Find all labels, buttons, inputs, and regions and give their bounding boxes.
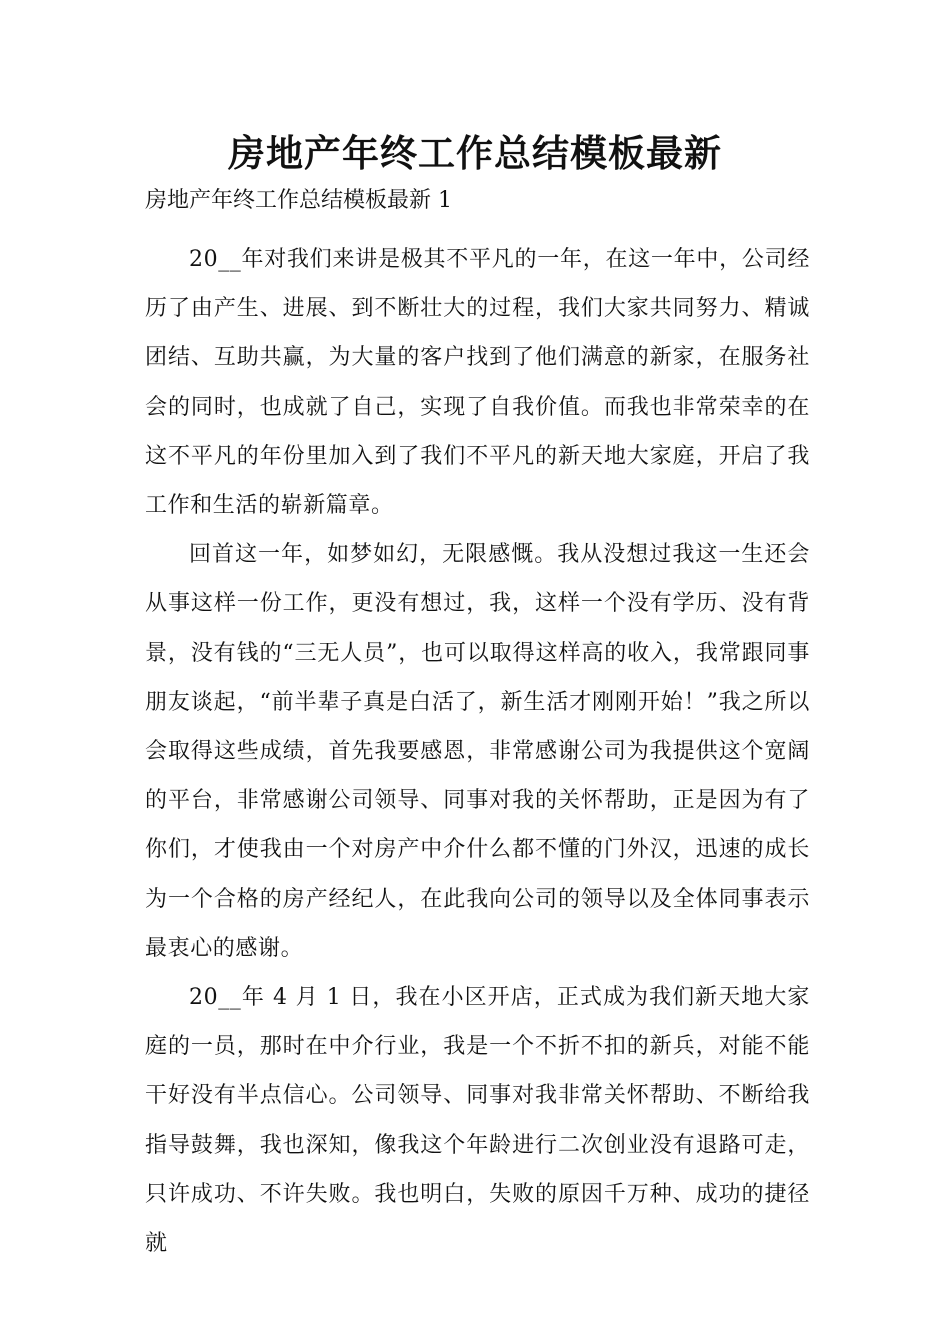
paragraph-3: 20__年 4 月 1 日，我在小区开店，正式成为我们新天地大家庭的一员，那时在中介行业，我是一个不折不扣的新兵，对能不能干好没有半点信心。公司领导、同事对我非常关怀帮助、不断给我指导鼓舞，我也深知，像我这个年龄进行二次创业没有退路可走，只许成功、不许失败。我也明白，失败的原因千万种、成功的捷径就 <box>145 985 810 1257</box>
paragraph-1: 20__年对我们来讲是极其不平凡的一年，在这一年中，公司经历了由产生、进展、到不断壮大的过程，我们大家共同努力、精诚团结、互助共赢，为大量的客户找到了他们满意的新家，在服务社会的同时，也成就了自己，实现了自我价值。而我也非常荣幸的在这不平凡的年份里加入到了我们不平凡的新天地大家庭，开启了我工作和生活的崭新篇章。 <box>145 247 810 519</box>
document-title: 房地产年终工作总结模板最新 <box>228 131 722 175</box>
section-heading: 房地产年终工作总结模板最新 1 <box>145 188 452 213</box>
paragraph-2: 回首这一年，如梦如幻，无限感慨。我从没想过我这一生还会从事这样一份工作，更没有想过，我，这样一个没有学历、没有背景，没有钱的“三无人员”，也可以取得这样高的收入，我常跟同事朋友谈起，“前半辈子真是白活了，新生活才刚刚开始！”我之所以会取得这些成绩，首先我要感恩，非常感谢公司为我提供这个宽阔的平台，非常感谢公司领导、同事对我的关怀帮助，正是因为有了你们，才使我由一个对房产中介什么都不懂的门外汉，迅速的成长为一个合格的房产经纪人，在此我向公司的领导以及全体同事表示最衷心的感谢。 <box>145 542 810 961</box>
document-body <box>145 235 810 1268</box>
